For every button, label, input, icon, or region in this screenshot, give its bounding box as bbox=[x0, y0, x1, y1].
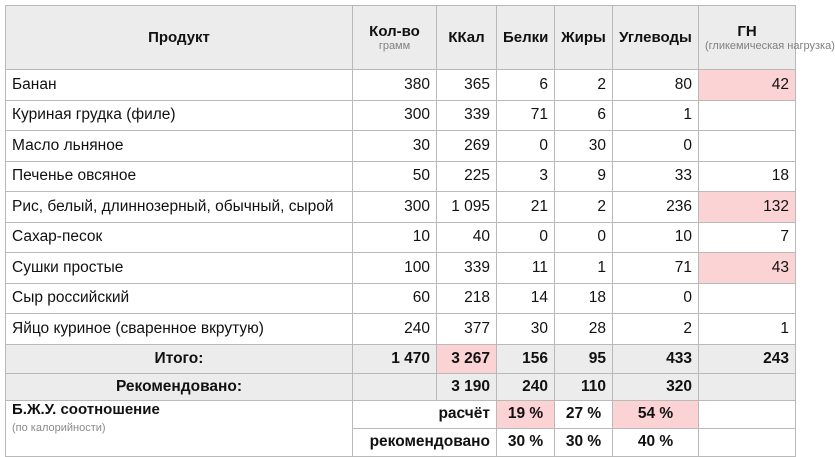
carbs-cell: 2 bbox=[613, 314, 699, 345]
fat-cell: 30 bbox=[555, 131, 613, 162]
product-name: Рис, белый, длиннозерный, обычный, сырой bbox=[6, 192, 353, 223]
gn-cell: 7 bbox=[699, 222, 796, 253]
kcal-cell: 40 bbox=[437, 222, 497, 253]
bju-title: Б.Ж.У. соотношение bbox=[12, 400, 160, 418]
total-kcal: 3 267 bbox=[437, 344, 497, 373]
carbs-cell: 10 bbox=[613, 222, 699, 253]
fat-cell: 28 bbox=[555, 314, 613, 345]
qty-cell: 240 bbox=[353, 314, 437, 345]
recommended-gn-empty bbox=[699, 373, 796, 400]
product-name: Сушки простые bbox=[6, 253, 353, 284]
table-row bbox=[6, 100, 796, 131]
bju-rec-carbs: 40 % bbox=[613, 428, 699, 456]
header-qty-label: Кол-во bbox=[369, 22, 420, 40]
product-name: Масло льняное bbox=[6, 131, 353, 162]
gn-cell bbox=[699, 131, 796, 162]
bju-calc-label: расчёт bbox=[353, 400, 497, 428]
table-row bbox=[6, 314, 796, 345]
gn-cell-highlighted: 42 bbox=[699, 70, 796, 101]
bju-note: (по калорийности) bbox=[12, 421, 106, 434]
protein-cell: 30 bbox=[497, 314, 555, 345]
product-name: Сыр российский bbox=[6, 283, 353, 314]
kcal-cell: 218 bbox=[437, 283, 497, 314]
total-protein: 156 bbox=[497, 344, 555, 373]
protein-cell: 0 bbox=[497, 131, 555, 162]
recommended-fat: 110 bbox=[555, 373, 613, 400]
fat-cell: 1 bbox=[555, 253, 613, 284]
fat-cell: 6 bbox=[555, 100, 613, 131]
recommended-qty-empty bbox=[353, 373, 437, 400]
kcal-cell: 1 095 bbox=[437, 192, 497, 223]
total-qty: 1 470 bbox=[353, 344, 437, 373]
qty-cell: 380 bbox=[353, 70, 437, 101]
header-protein: Белки bbox=[497, 6, 555, 70]
qty-cell: 300 bbox=[353, 192, 437, 223]
header-product: Продукт bbox=[6, 6, 353, 70]
qty-cell: 10 bbox=[353, 222, 437, 253]
fat-cell: 9 bbox=[555, 161, 613, 192]
header-kcal: ККал bbox=[437, 6, 497, 70]
header-qty bbox=[353, 6, 437, 70]
header-gn-label: ГН bbox=[737, 22, 757, 40]
gn-cell: 18 bbox=[699, 161, 796, 192]
kcal-cell: 339 bbox=[437, 253, 497, 284]
total-row bbox=[6, 344, 796, 373]
nutrition-table bbox=[5, 5, 835, 457]
header-fat: Жиры bbox=[555, 6, 613, 70]
bju-rec-protein: 30 % bbox=[497, 428, 555, 456]
qty-cell: 30 bbox=[353, 131, 437, 162]
fat-cell: 2 bbox=[555, 70, 613, 101]
product-name: Печенье овсяное bbox=[6, 161, 353, 192]
table-row bbox=[6, 161, 796, 192]
fat-cell: 18 bbox=[555, 283, 613, 314]
protein-cell: 0 bbox=[497, 222, 555, 253]
bju-rec-label: рекомендовано bbox=[353, 428, 497, 456]
protein-cell: 6 bbox=[497, 70, 555, 101]
total-carbs: 433 bbox=[613, 344, 699, 373]
gn-cell bbox=[699, 283, 796, 314]
recommended-row bbox=[6, 373, 796, 400]
bju-header-cell bbox=[6, 400, 353, 456]
carbs-cell: 80 bbox=[613, 70, 699, 101]
kcal-cell: 269 bbox=[437, 131, 497, 162]
qty-cell: 300 bbox=[353, 100, 437, 131]
gn-cell-highlighted: 132 bbox=[699, 192, 796, 223]
recommended-kcal: 3 190 bbox=[437, 373, 497, 400]
qty-cell: 60 bbox=[353, 283, 437, 314]
carbs-cell: 71 bbox=[613, 253, 699, 284]
table-row bbox=[6, 131, 796, 162]
total-gn: 243 bbox=[699, 344, 796, 373]
bju-rec-fat: 30 % bbox=[555, 428, 613, 456]
kcal-cell: 339 bbox=[437, 100, 497, 131]
bju-calc-empty bbox=[699, 400, 796, 428]
recommended-carbs: 320 bbox=[613, 373, 699, 400]
header-gn-sub: (гликемическая нагрузка) bbox=[705, 40, 835, 53]
gn-cell-highlighted: 43 bbox=[699, 253, 796, 284]
qty-cell: 100 bbox=[353, 253, 437, 284]
product-name: Банан bbox=[6, 70, 353, 101]
protein-cell: 3 bbox=[497, 161, 555, 192]
recommended-protein: 240 bbox=[497, 373, 555, 400]
gn-cell bbox=[699, 100, 796, 131]
product-name: Куриная грудка (филе) bbox=[6, 100, 353, 131]
table-row bbox=[6, 222, 796, 253]
header-row bbox=[6, 6, 796, 70]
product-name: Сахар-песок bbox=[6, 222, 353, 253]
header-gn bbox=[699, 6, 835, 70]
kcal-cell: 365 bbox=[437, 70, 497, 101]
carbs-cell: 33 bbox=[613, 161, 699, 192]
header-carbs: Углеводы bbox=[613, 6, 699, 70]
table-row bbox=[6, 253, 796, 284]
total-label: Итого: bbox=[6, 344, 353, 373]
carbs-cell: 1 bbox=[613, 100, 699, 131]
gn-cell: 1 bbox=[699, 314, 796, 345]
protein-cell: 21 bbox=[497, 192, 555, 223]
total-fat: 95 bbox=[555, 344, 613, 373]
fat-cell: 0 bbox=[555, 222, 613, 253]
bju-calc-protein: 19 % bbox=[497, 400, 555, 428]
recommended-label: Рекомендовано: bbox=[6, 373, 353, 400]
bju-rec-empty bbox=[699, 428, 796, 456]
bju-calc-fat: 27 % bbox=[555, 400, 613, 428]
protein-cell: 71 bbox=[497, 100, 555, 131]
carbs-cell: 0 bbox=[613, 283, 699, 314]
product-name: Яйцо куриное (сваренное вкрутую) bbox=[6, 314, 353, 345]
qty-cell: 50 bbox=[353, 161, 437, 192]
carbs-cell: 0 bbox=[613, 131, 699, 162]
protein-cell: 11 bbox=[497, 253, 555, 284]
bju-calc-carbs: 54 % bbox=[613, 400, 699, 428]
carbs-cell: 236 bbox=[613, 192, 699, 223]
table-row bbox=[6, 70, 796, 101]
header-qty-unit: грамм bbox=[378, 39, 411, 52]
kcal-cell: 225 bbox=[437, 161, 497, 192]
table-row bbox=[6, 192, 796, 223]
protein-cell: 14 bbox=[497, 283, 555, 314]
kcal-cell: 377 bbox=[437, 314, 497, 345]
fat-cell: 2 bbox=[555, 192, 613, 223]
bju-calc-row bbox=[6, 400, 796, 428]
table-row bbox=[6, 283, 796, 314]
